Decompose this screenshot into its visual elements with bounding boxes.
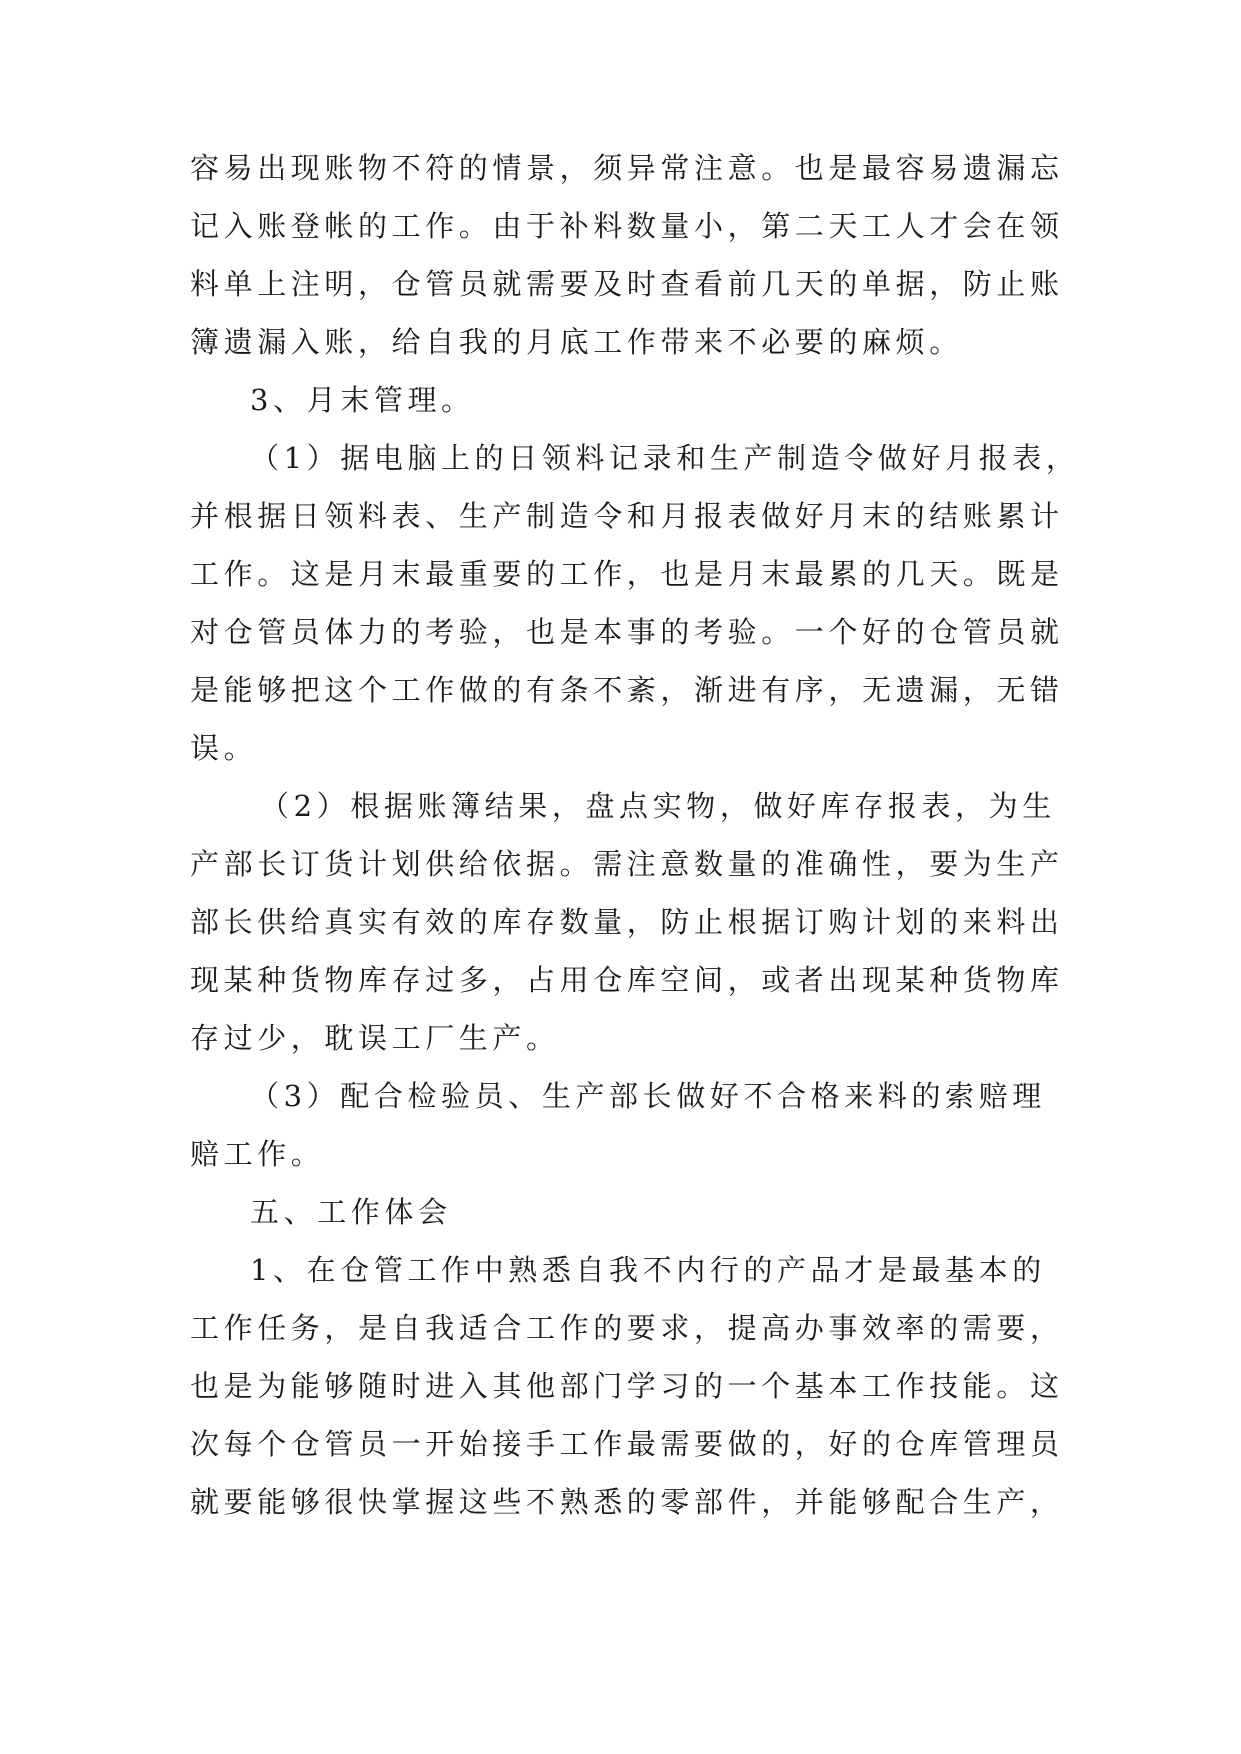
text-line: 赔工作。 xyxy=(190,1137,325,1171)
section-heading: 五、工作体会 xyxy=(250,1195,452,1229)
text-line: 工作。这是月末最重要的工作，也是月末最累的几天。既是 xyxy=(190,557,1064,591)
text-line: （3）配合检验员、生产部长做好不合格来料的索赔理 xyxy=(250,1079,1046,1113)
text-line: 就要能够很快掌握这些不熟悉的零部件，并能够配合生产， xyxy=(190,1485,1064,1519)
text-line: 存过少，耽误工厂生产。 xyxy=(190,1021,560,1055)
text-line: 部长供给真实有效的库存数量，防止根据订购计划的来料出 xyxy=(190,905,1064,939)
text-line: 产部长订货计划供给依据。需注意数量的准确性，要为生产 xyxy=(190,847,1064,881)
text-line: 现某种货物库存过多，占用仓库空间，或者出现某种货物库 xyxy=(190,963,1064,997)
text-line: （1）据电脑上的日领料记录和生产制造令做好月报表， xyxy=(250,441,1080,475)
text-line: 料单上注明，仓管员就需要及时查看前几天的单据，防止账 xyxy=(190,267,1064,301)
text-line: 1、在仓管工作中熟悉自我不内行的产品才是最基本的 xyxy=(250,1253,1046,1287)
text-line: 工作任务，是自我适合工作的要求，提高办事效率的需要， xyxy=(190,1311,1064,1345)
text-line: 是能够把这个工作做的有条不紊，渐进有序，无遗漏，无错 xyxy=(190,673,1064,707)
text-line: 误。 xyxy=(190,731,258,765)
text-line: （2）根据账簿结果，盘点实物，做好库存报表，为生 xyxy=(260,789,1056,823)
text-line: 并根据日领料表、生产制造令和月报表做好月末的结账累计 xyxy=(190,499,1064,533)
section-heading: 3、月末管理。 xyxy=(250,383,475,417)
text-line: 对仓管员体力的考验，也是本事的考验。一个好的仓管员就 xyxy=(190,615,1064,649)
text-line: 簿遗漏入账，给自我的月底工作带来不必要的麻烦。 xyxy=(190,325,963,359)
text-line: 次每个仓管员一开始接手工作最需要做的，好的仓库管理员 xyxy=(190,1427,1064,1461)
text-line: 容易出现账物不符的情景，须异常注意。也是最容易遗漏忘 xyxy=(190,151,1064,185)
text-line: 记入账登帐的工作。由于补料数量小，第二天工人才会在领 xyxy=(190,209,1064,243)
text-line: 也是为能够随时进入其他部门学习的一个基本工作技能。这 xyxy=(190,1369,1064,1403)
